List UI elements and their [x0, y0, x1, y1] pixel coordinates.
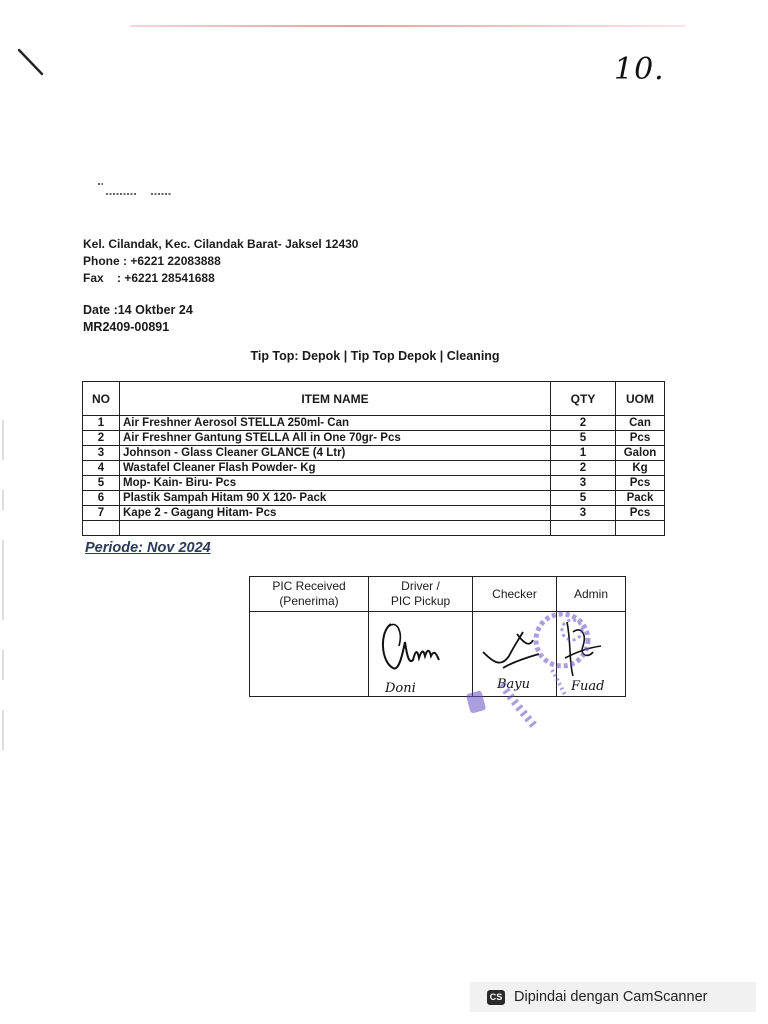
header-uom: UOM [616, 382, 665, 416]
company-logo-faded [96, 180, 176, 198]
header-item-name: ITEM NAME [120, 382, 551, 416]
scan-top-edge [130, 25, 685, 27]
driver-signature-cell [369, 612, 473, 697]
company-stamp [462, 600, 622, 740]
header-qty: QTY [551, 382, 616, 416]
row-qty: 2 [551, 416, 616, 431]
items-table-header [83, 382, 665, 416]
empty-cell [120, 521, 551, 536]
company-address [83, 236, 358, 287]
table-row [83, 476, 665, 491]
fax-line: Fax : +6221 28541688 [83, 271, 215, 285]
row-uom: Kg [616, 461, 665, 476]
header-pic-received [250, 577, 369, 612]
row-item-name: Wastafel Cleaner Flash Powder- Kg [120, 461, 551, 476]
row-qty: 3 [551, 506, 616, 521]
row-item-name: Plastik Sampah Hitam 90 X 120- Pack [120, 491, 551, 506]
row-no: 1 [83, 416, 120, 431]
pic-received-signature-cell [250, 612, 369, 697]
checker-name-handwritten: Bayu [497, 677, 531, 692]
header-driver [369, 577, 473, 612]
header-admin: Admin [557, 577, 626, 612]
camscanner-logo-icon: CS [487, 990, 505, 1005]
pic-pickup-label: PIC Pickup [390, 594, 451, 608]
pen-stroke-mark [16, 46, 46, 78]
row-qty: 5 [551, 431, 616, 446]
table-row [83, 506, 665, 521]
handwritten-page-number: 10. [614, 52, 665, 87]
empty-cell [551, 521, 616, 536]
row-item-name: Air Freshner Aerosol STELLA 250ml- Can [120, 416, 551, 431]
row-no: 2 [83, 431, 120, 446]
table-row [83, 461, 665, 476]
row-no: 5 [83, 476, 120, 491]
table-row [83, 431, 665, 446]
camscanner-watermark [470, 982, 756, 1012]
row-uom: Pcs [616, 431, 665, 446]
table-row [83, 446, 665, 461]
document-title: Tip Top: Depok | Tip Top Depok | Cleaning [250, 349, 500, 363]
admin-name-handwritten: Fuad [571, 679, 605, 694]
phone-line: Phone : +6221 22083888 [83, 254, 221, 268]
document-date: Date :14 Oktber 24 [83, 303, 193, 317]
row-qty: 5 [551, 491, 616, 506]
camscanner-text: Dipindai dengan CamScanner [514, 989, 708, 1005]
driver-name-handwritten: Doni [385, 681, 416, 696]
header-checker: Checker [473, 577, 557, 612]
table-row [83, 491, 665, 506]
row-uom: Galon [616, 446, 665, 461]
table-row [83, 416, 665, 431]
row-item-name: Johnson - Glass Cleaner GLANCE (4 Ltr) [120, 446, 551, 461]
driver-label: Driver / [401, 579, 440, 593]
row-uom: Pcs [616, 476, 665, 491]
row-qty: 2 [551, 461, 616, 476]
row-uom: Pcs [616, 506, 665, 521]
row-item-name: Air Freshner Gantung STELLA All in One 70gr- Pcs [120, 431, 551, 446]
row-no: 4 [83, 461, 120, 476]
row-item-name: Mop- Kain- Biru- Pcs [120, 476, 551, 491]
row-no: 7 [83, 506, 120, 521]
table-row-empty [83, 521, 665, 536]
driver-signature [369, 612, 472, 696]
document-meta [83, 302, 193, 336]
items-table [82, 381, 665, 536]
row-uom: Pack [616, 491, 665, 506]
row-no: 6 [83, 491, 120, 506]
empty-cell [83, 521, 120, 536]
row-qty: 1 [551, 446, 616, 461]
document-number: MR2409-00891 [83, 320, 170, 334]
periode-note: Periode: Nov 2024 [85, 540, 211, 556]
row-item-name: Kape 2 - Gagang Hitam- Pcs [120, 506, 551, 521]
row-qty: 3 [551, 476, 616, 491]
row-no: 3 [83, 446, 120, 461]
row-uom: Can [616, 416, 665, 431]
empty-cell [616, 521, 665, 536]
penerima-label: (Penerima) [279, 594, 339, 608]
scan-edge-marks [2, 420, 5, 750]
address-line: Kel. Cilandak, Kec. Cilandak Barat- Jaksel 12430 [83, 237, 359, 251]
pic-received-label: PIC Received [272, 579, 346, 593]
header-no: NO [83, 382, 120, 416]
